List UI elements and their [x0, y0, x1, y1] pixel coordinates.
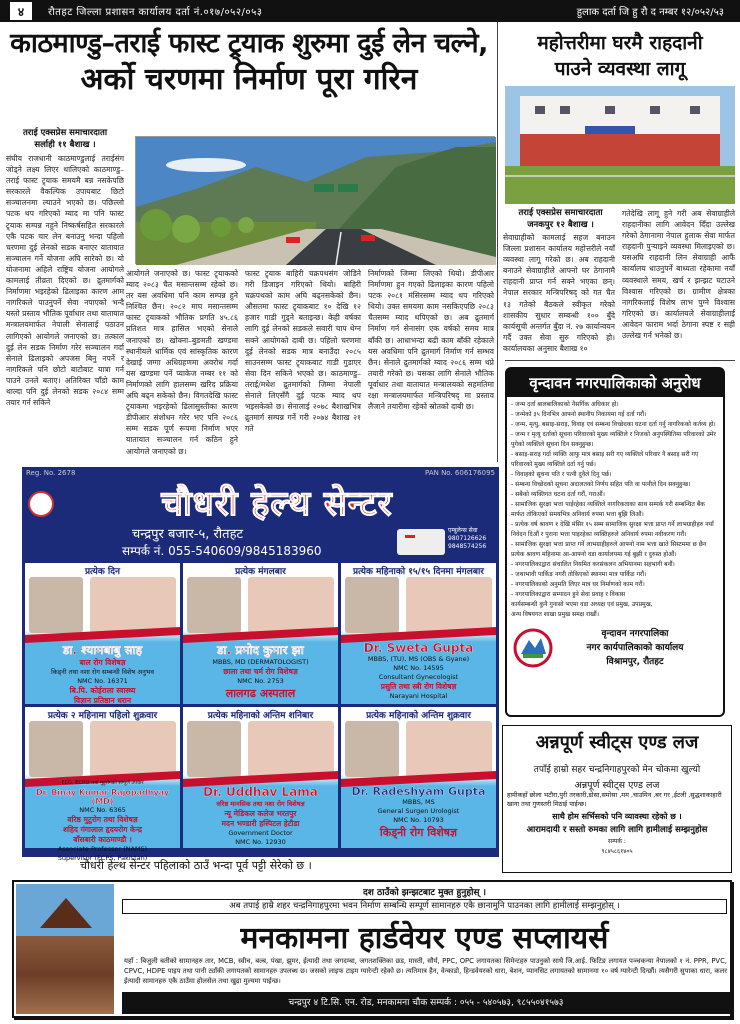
appeal-item: - बसाइ-सराइ गर्दा व्यक्ति आफु मात्र बसाइ सरी गए व्यक्तिले परिवार नै बसाइ सरी गए परिवारको मुख्य व्यक्तिले दर्ता गर्नु पर्छ।: [511, 451, 699, 468]
doctor-schedule: प्रत्येक मंगलबार: [235, 567, 286, 577]
doctor-line: किड्नी रोग विशेषज्ञ: [379, 826, 458, 839]
hardware-description: यहाँ : बिजुली बतीको सामानहरु तार, MCB, स्वीच, बल्ब, पंखा, झुमर, ईत्यादी तथा जगदम्बा, जगतशक्तिका छड, मास्ती, सौर्य, PPC, OPC लगायतका सिमेन्टहरु पाउनुको साथै जि.आई. फिटिङ लगायत पञ्चकन्या नेपालको १ नं. PPR, PVC, CPVC, HDPE पाइप तथा पानी ट्याँकी लगायतको सामानहरु उपलब्ध छ। जसको लाइफ टाइम ग्यारेन्टी रहेको छ। त्यतिमात्र हैन, वेन्काडो, हिन्डवेयरको धारा, बेशन, प्यानसिट लगायतको सामानमा १० वर्ष ग्यारेन्टी दिन्छौं। त्यसैगरी सुपाका धारा, कलर ईत्यादी सामानहरु एकै ठाउँमा होलसेल तथा खुद्रा मुल्यमा पाईन्छ।: [124, 957, 727, 985]
appeal-item: - सामाजिक सुरक्षा भत्ता प्राप्त गर्ने लाभग्राहीहरुले आफ्नो नाम भत्ता खाते सिस्टममा छ छैन प्रत्येक श्रावण महिनामा आ-आफ्नो वडा कार्यालयमा गई बुझी र दुरुस्त होऔं।: [511, 541, 707, 558]
doctor-name: Dr. Radeshyam Gupta: [351, 785, 486, 798]
lead-column-1: संघीय राजधानी काठमाण्डुलाई तराईसंग जोड्ने लक्ष्य लिएर थालिएको काठमाण्डु–तराई फास्ट ट्र्याक समयमै बन्न नसकेपछि सरकारले वैकल्पिक उपायबाट छिटो सञ्चालनमा ल्याउने भएको छ। पछिल्लो पटक थप गरिएको म्याद मा पनि फास्ट ट्र्याक सम्पन्न नहुने निष्कर्षसहित सरकारले एकै पटक चार लेन बनाउनु भन्दा पहिलो चरणमा दुई लेनको सडक बनाएर यातायात सञ्चालन गर्ने योजना अघि सारेको छ। यो योजनामा अहिले राष्ट्रिय योजना आयोगले कामलाई तीव्रता दिएको छ। द्रुतमार्गको निर्माणमा भइरहेको ढिलाइका कारण आम नागरिकले पाउनुपर्ने सेवा नपाएको भन्दै यस्तो प्रस्ताव भौतिक पूर्वाधार तथा यातायात मन्त्रालयमार्फत नेपाली सेनालाई पठाउन लागिएको आयोगले जनाएको छ। तत्काल दुई लेन सडक निर्माण गरेर सञ्चालन गर्दा सेनाले ढिलाइको अपजस बिनु नपर्ने र नागरिकले पनि छोटो बाटोबाट यात्रा गर्न पाउने उनले बताए। अतिरिक्त चाँडो काम थाल्दा पनि दुई लेनको सडक २०८४ सम्म तयार गर्न सकिने: [6, 154, 124, 408]
appeal-item: - विवाहको सूचना पति र पत्नी दुवैले दिनु पर्छ।: [511, 471, 612, 478]
doctor-schedule: प्रत्येक महिनाको अन्तिम शनिबार: [207, 711, 314, 721]
appeal-item: - सबैको व्यक्तिगत घटना दर्ता गरौं, गराऔं।: [511, 491, 605, 498]
side-headline: [500, 30, 740, 82]
appeal-list: [507, 397, 723, 623]
doctor-schedule: प्रत्येक महिनाको अन्तिम शुक्रवार: [366, 711, 471, 721]
hardware-tagline1: दश ठाउँको झन्झटबाट मुक्त हुनुहोस् ।: [362, 888, 487, 898]
annapurna-sweets-ad: [502, 725, 732, 873]
ambulance-icon: [397, 529, 445, 555]
doctor-line: Government Doctor: [228, 829, 293, 837]
doctor-photo: [187, 721, 241, 777]
doctor-photo: [345, 577, 399, 633]
doctor-schedule: प्रत्येक २ महिनामा पहिलो शुक्रवार: [47, 711, 158, 721]
appeal-title: वृन्दावन नगरपालिकाको अनुरोध: [507, 369, 723, 397]
signature-line3: विश्रामपुर, रौतहट: [606, 657, 664, 667]
doctor-line: MBBS, MS: [402, 798, 435, 806]
lodge-home-service: साथै होम सर्भिसको पनि व्यावस्था रहेको छ ।: [552, 812, 682, 821]
doctor-line: ECG, ECHO तथा मुटुरोगको सम्पूर्ण उपचार: [61, 780, 144, 786]
doctor-line: Consultant Gynecologist: [378, 673, 459, 681]
doctor-line: शहिद गंगालाल हृदयरोग केन्द्र: [62, 825, 143, 834]
doctor-line: NMC No. 2753: [237, 677, 284, 685]
page-number: ४: [10, 2, 32, 20]
doctor-grid: [25, 563, 496, 862]
municipality-appeal-notice: [505, 367, 725, 717]
side-byline-text: तराई एक्सप्रेस समाचारदाता: [518, 208, 603, 218]
doctor-photo: [29, 577, 83, 633]
ambulance-phone: 9807126626: [448, 535, 487, 542]
clinic-photo: [90, 577, 176, 633]
hardware-tagline2: अब तपाई हाम्रै शहर चन्द्रनिगाहपुरमा भवन निर्माण सम्बन्धि सम्पूर्ण सामानहरु एकै छानामुनि पाउनका लागि हामीलाई सम्झनुहोस् ।: [122, 899, 727, 914]
health-phone: सम्पर्क नं. 055-540609/9845183960: [122, 544, 322, 558]
ambulance-info: [448, 527, 486, 551]
lead-column-2: आयोगले जनाएको छ। फास्ट ट्र्याकको म्याद २०८३ चैत मसान्तसम्म रहेको छ। तर यस अवधिमा पनि काम सम्पन्न हुने निश्चित छैन। २०८२ माघ मसान्तसम्म फास्ट ट्र्याकको भौतिक प्रगति ४५.८६ प्रतिशत मात्र हासिल भएको सेनाले जनाएको छ। खोक्ना–बुङमती खण्डमा स्थानीयले धार्मिक एवं सांस्कृतिक कारण देखाई जग्गा अधिग्रहणमा अवरोध गर्दा यस खण्डमा पर्ने प्याकेज नम्बर ११ को निर्माणको लागि हालसम्म खरिद प्रक्रिया अघि बढ्न सकेको छैन। विगतदेखि फास्ट ट्र्याकमा भइरहेको ढिलासुस्तीका कारण डीपीआर संशोधन गरेर भए पनि २०८६ सम्म सडक पूर्ण रूपमा निर्माण भएर यातायात सञ्चालन गर्न कठिन हुने आयोगले जनाएको छ।: [126, 269, 238, 456]
doctor-card: [341, 707, 496, 848]
appeal-item: - सामाजिक सुरक्षा भत्ता पाईरहेका व्यक्तिले नागरिकताका साथ सम्पर्क गरी सम्बन्धित बैंक मार्फत तोकिएको समयभित्र अनिवार्य रुपमा भत्ता बुझि लिऔं।: [511, 501, 705, 518]
doctor-line: Associate Professor (NAMS): [57, 845, 148, 853]
doctor-line: MBBS, MD (DERMATOLOGIST): [212, 658, 309, 666]
dateline: सर्लाही ११ बैशाख ।: [34, 140, 96, 150]
fast-track-road-image: [135, 136, 495, 264]
lead-headline-line2: अर्को चरणमा निर्माण पूरा गरिन: [80, 62, 418, 98]
signature-line1: वृन्दावन नगरपालिका: [601, 629, 669, 639]
doctor-line: NMC No. 14595: [393, 664, 444, 672]
reg-number: Reg. No. 2678: [26, 469, 76, 477]
doctor-name: Dr. Binay Kumar Rajopadhyay (MD): [35, 788, 170, 806]
side-headline-line1: महोत्तरीमा घरमै राहदानी: [537, 32, 703, 54]
doctor-card: [25, 707, 180, 862]
doctor-line: लालगढ अस्पताल: [225, 687, 296, 700]
pan-number: PAN No. 606176095: [425, 469, 495, 477]
doctor-photo: [187, 577, 241, 633]
appeal-item: - जन्मेको ३५ दिनभित्र आफ्नो स्थानीय निकायमा गई दर्ता गरौं।: [511, 411, 647, 418]
doctor-line: विज्ञान प्रतिष्ठान धरान: [73, 696, 132, 705]
clinic-photo: [248, 721, 334, 777]
masthead-bar: [0, 0, 740, 22]
health-center-name: चौधरी हेल्थ सेन्टर: [161, 484, 393, 524]
doctor-line: वरिष्ठ मुटुरोग तथा विशेषज्ञ: [67, 815, 138, 824]
doctor-line: NMC No. 10793: [393, 816, 444, 824]
side-column-2: गतेदेखि लागू हुने गरी अब सेवाग्राहीले राहदानीका लागि आवेदन दिँदा उल्लेख गरेको ठेगानामा नेपाल हुलाक सेवा मार्फत राहदानी पुऱ्याइने व्यवस्था मिलाइएको छ। यसअघि राहदानी लिन सेवाग्राही आफैं कार्यालय धाउनुपर्ने बाध्यता रहेकामा नयाँ व्यवस्थाले समय, खर्च र झन्झट घटाउने विश्वास गरिएको छ। ग्रामीण क्षेत्रका नागरिकलाई विशेष लाभ पुग्ने विश्वास गरिएको छ। कार्यालयले सेवाग्राहीलाई आवेदन फाराम भर्दा ठेगाना स्पष्ट र सही उल्लेख गर्न भनेको छ।: [622, 209, 735, 341]
building-illustration: [505, 86, 735, 204]
lead-headline-line1: काठमाण्डु–तराई फास्ट ट्र्याक शुरुमा दुई लेन चल्ने,: [10, 28, 488, 59]
doctor-card: [183, 707, 338, 848]
hardware-footer: चन्द्रपुर ४ टि.सि. एन. रोड, मनकामना चौक सम्पर्क : ०५५ - ५४०५७३, ९८५५०४१५७३: [122, 992, 730, 1014]
doctor-line: मदन भण्डारी हस्पिटल हेटौडा: [221, 819, 300, 828]
appeal-item: अन्य विषयगत शाखा प्रमुख समक्ष राखौं।: [511, 611, 600, 618]
lodge-contact-label: सम्पर्क :: [608, 838, 626, 845]
lead-byline: [6, 127, 124, 151]
doctor-line: NMC No. 6365: [79, 806, 126, 814]
appeal-signature: [507, 623, 723, 673]
side-headline-line2: पाउने व्यवस्था लागू: [554, 58, 686, 80]
doctor-line: Narayani Hospital: [389, 692, 448, 700]
clinic-photo: [248, 577, 334, 633]
doctor-schedule: प्रत्येक महिनाको १५/१५ दिनमा मंगलबार: [353, 567, 484, 577]
doctor-name: डा. प्रमोद कुमार झा: [217, 643, 304, 657]
doctor-line: NMC No. 16371: [77, 677, 128, 685]
appeal-item: - जन्म दर्ता बालबालिकाको नैसर्गिक अधिकार हो।: [511, 401, 619, 408]
appeal-item: कार्यसम्बन्धी कुनै गुनासो भएमा वडा अध्यक्ष एवं प्रमुख, उपप्रमुख,: [511, 601, 653, 608]
clinic-photo: [406, 577, 492, 633]
clinic-photo: [406, 721, 492, 777]
doctor-name: Dr. Uddhav Lama: [203, 785, 318, 799]
doctor-line: छाला तथा चर्म रोग विशेषज्ञ: [223, 667, 298, 676]
doctor-schedule: प्रत्येक दिन: [84, 567, 121, 577]
doctor-photo: [345, 721, 399, 777]
doctor-line: Supervisor (FCPS, Pakistan): [57, 854, 148, 862]
doctor-line: बि.पि. कोईराला स्वास्थ्य: [69, 686, 136, 695]
lodge-contact-number: ९८४५८६१४०५: [601, 848, 633, 855]
lead-column-3: फास्ट ट्र्याक बाहिरी चक्रपथसंग जोडिने गरी डिजाइन गरिएको थियो। बाहिरी चक्रपथको काम अघि बढ्नसकेको छैन। औसतमा फास्ट ट्र्याकबाट १० देखि १२ हजार गाडी गुड्ने बताइन्छ। केही वर्षका लागि दुई लेनको सडकले सवारी चाप थेग्न सक्ने आयोगको दाबी छ। पहिलो चरणमा दुई लेनको सडक मात्र बनाउँदा २०८५ साउनसम्म फास्ट ट्र्याकबाट गाडी गुडाएर सेवा दिन सकिने भएको छ। काठमाण्डु–तराई/मधेश द्रुतमार्गको जिम्मा नेपाली सेनाले लिएसँगै दुई पटक म्याद थप भइसकेको छ। सेनालाई २०७८ बैशाखभित्र द्रुतमार्ग सम्पन्न गर्ने गरी २०७४ बैशाख २१ गते: [245, 269, 361, 434]
registration-text: रौतहट जिल्ला प्रशासन कार्यालय दर्ता नं.०१७/०५२/०५३: [48, 7, 263, 18]
side-dateline: जनकपुर १२ बैशाख ।: [527, 220, 594, 230]
doctor-line: बाँसबारी काठमाण्डौ ।: [73, 835, 132, 844]
doctor-line: General Surgen Urologist: [377, 807, 460, 815]
chaudhary-health-center-ad: [22, 467, 499, 862]
doctor-photo: [29, 721, 83, 777]
doctor-line: MBBS, (TU), MS (OBS & Gyane): [367, 655, 470, 663]
postal-registration: हुलाक दर्ता जि हु रौ द नम्बर १२/०५२/५३: [576, 7, 724, 18]
lodge-menu: हामीकहाँ छोला भटौरा,पुरी तरकारी,डोसा,समोसा ,मम ,चाउमिन ,बर गर ,ईटली ,सुद्धशाकाहारी खाना तथा गुणस्तरी मिठाई पाईन्छ।: [507, 791, 722, 808]
doctor-line: प्रसुति तथा स्त्री रोग विशेषज्ञ: [380, 682, 457, 691]
temple-image: [16, 884, 114, 1014]
manakamana-hardware-ad: [12, 880, 732, 1018]
doctor-line: किड्नी तथा नशा रोग सम्बन्धी विशेष अनुभव: [50, 668, 155, 676]
doctor-card: [25, 563, 180, 704]
doctor-line: न्यू मेडिकल कलेज भरतपुर: [224, 809, 297, 818]
lead-column-4: निर्माणको जिम्मा लिएको थियो। डीपीआर निर्माणमा हुन गएको ढिलाइका कारण पहिलो पटक २०८१ मंसिरसम्म म्याद थप गरिएको थियो। उक्त समयमा काम नसकिएपछि २०८३ चैतसम्म म्याद थपिएको छ। अब द्रुतमार्ग निर्माण गर्न सेनासंग एक वर्षको समय मात्र बाँकी छ। आधाभन्दा बढी काम बाँकी रहेकाले यस अवधिमा पनि द्रुतमार्ग निर्माण गर्न सम्भव छैन। सेनाले द्रुतमार्गको म्याद २०८६ सम्म थप्ने तयारी गरेको छ। यसका लागि सेनाले भौतिक पूर्वाधार तथा यातायात मन्त्रालयको सहमतिमा रक्षा मन्त्रालयमार्फत मन्त्रिपरिषद् मा प्रस्ताव लैजाने तयारीमा रहेको स्रोतको दाबी छ।: [368, 269, 494, 412]
doctor-line: वरिष्ठ मानसिक तथा नशा रोग विशेषज्ञ: [216, 800, 305, 808]
doctor-card: [341, 563, 496, 704]
doctor-name: Dr. Sweta Gupta: [363, 641, 474, 655]
health-banner: [22, 467, 499, 561]
hardware-title: मनकामना हार्डवेयर एण्ड सप्लायर्स: [240, 921, 609, 956]
appeal-item: - प्रत्येक वर्ष श्रावण १ देखि मंसिर १५ सम्म सामाजिक सुरक्षा भत्ता प्राप्त गर्ने लाभग्राहीहरु नयाँ निवेदन दिऔं र पुराना भत्ता पाइरहेका व्यक्तिहरुले अनिवार्य रुपमा नवीकरण गरौं।: [511, 521, 714, 538]
appeal-item: - सम्बन्ध विच्छेदको सूचना अदालतको निर्णय सहित पति वा पत्नीले दिन सक्नुहुन्छ।: [511, 481, 691, 488]
road-illustration: [136, 137, 496, 265]
doctor-line: NMC No. 12930: [235, 838, 286, 846]
section-divider: [505, 360, 735, 361]
appeal-item: - जथाभावी पार्किङ नगरी तोकिएको स्थानमा मात्र पार्किङ गरौं।: [511, 571, 647, 578]
doctor-line: बाल रोग विशेषज्ञ: [79, 658, 126, 667]
appeal-item: - नगरपालिकाद्वारा सम्पादन हुने सेवा प्रवाह र विकास: [511, 591, 626, 598]
lead-headline: [4, 30, 494, 96]
district-office-building-image: [505, 86, 735, 204]
appeal-item: - जन्म, मृत्यु, बसाइ-सराइ, विवाह एवं सम्बन्ध विच्छेदका घटना दर्ता गर्नु नागरिकको कर्तव्य हो।: [511, 421, 716, 428]
doctor-name: डा. श्यामबाबु साह: [62, 643, 143, 657]
side-column-1: सेवाग्राहीको कामलाई सहज बनाउन जिल्ला प्रशासन कार्यालय महोत्तरीले नयाँ व्यवस्था लागू गरेको छ। अब राहदानी बनाउने सेवाग्राहीले आफ्नो घर ठेगानामै राहदानी प्राप्त गर्न सक्ने भएका छन्। नेपाल सरकार मन्त्रिपरिषद् को गत चैत १३ गतेको बैठकले स्वीकृत गरेको शासकीय सुधार सम्बन्धी १०० बुँदे कार्यसूची अन्तर्गत बुँदा नं. २७ कार्यान्वयन गर्दै उक्त सेवा सुरु गरिएको हो। कार्यालयका अनुसार बैशाख १०: [503, 233, 615, 353]
appeal-item: - जन्म र मृत्यु दर्ताको सूचना परिवारको मुख्य व्यक्तिले र निजको अनुपस्थितिमा परिवारको उमेर पुगेको व्यक्तिले सूचना दिन सक्नुहुन्छ।: [511, 431, 716, 448]
doctor-card: [183, 563, 338, 704]
health-address: चन्द्रपुर बजार-५, रौतहट: [132, 527, 244, 542]
lodge-line2: अन्नपूर्ण स्वीट्स एण्ड लज: [574, 780, 660, 791]
health-logo-icon: [28, 491, 54, 517]
clinic-photo: [90, 721, 176, 777]
ambulance-label: एम्बुलेन्स सेवा: [448, 527, 478, 534]
nepal-emblem-icon: [513, 628, 553, 668]
appeal-item: - नगरपालिकाद्वारा संचालित नियमित करसंकलन अभियानमा सहभागी बनौं।: [511, 561, 675, 568]
appeal-item: - नगरपालिकाको अनुमति लिएर मात्र घर निर्माणको काम गरौं।: [511, 581, 645, 588]
ambulance-phone: 9848574256: [448, 543, 487, 550]
column-divider: [497, 22, 498, 462]
side-byline: [503, 207, 618, 231]
health-relocation-note: चौधरी हेल्थ सेन्टर पहिलाको ठाउँ भन्दा पूर्व पट्टी सेरेको छ ।: [80, 859, 312, 872]
byline: तराई एक्सप्रेस समाचारदाता: [22, 128, 108, 138]
lodge-room-note: आरामदायी र सस्तो रुमका लागि लागि हामीलाई सम्झनुहोस: [526, 825, 708, 835]
lodge-title: अन्नपूर्ण स्वीट्स एण्ड लज: [535, 732, 699, 753]
signature-line2: नगर कार्यपालिकाको कार्यालय: [586, 643, 684, 653]
lodge-line1: तपाँई हाम्रो सहर चन्द्रनिगाहपुरको मेन चोकमा खुल्यो: [533, 765, 701, 775]
